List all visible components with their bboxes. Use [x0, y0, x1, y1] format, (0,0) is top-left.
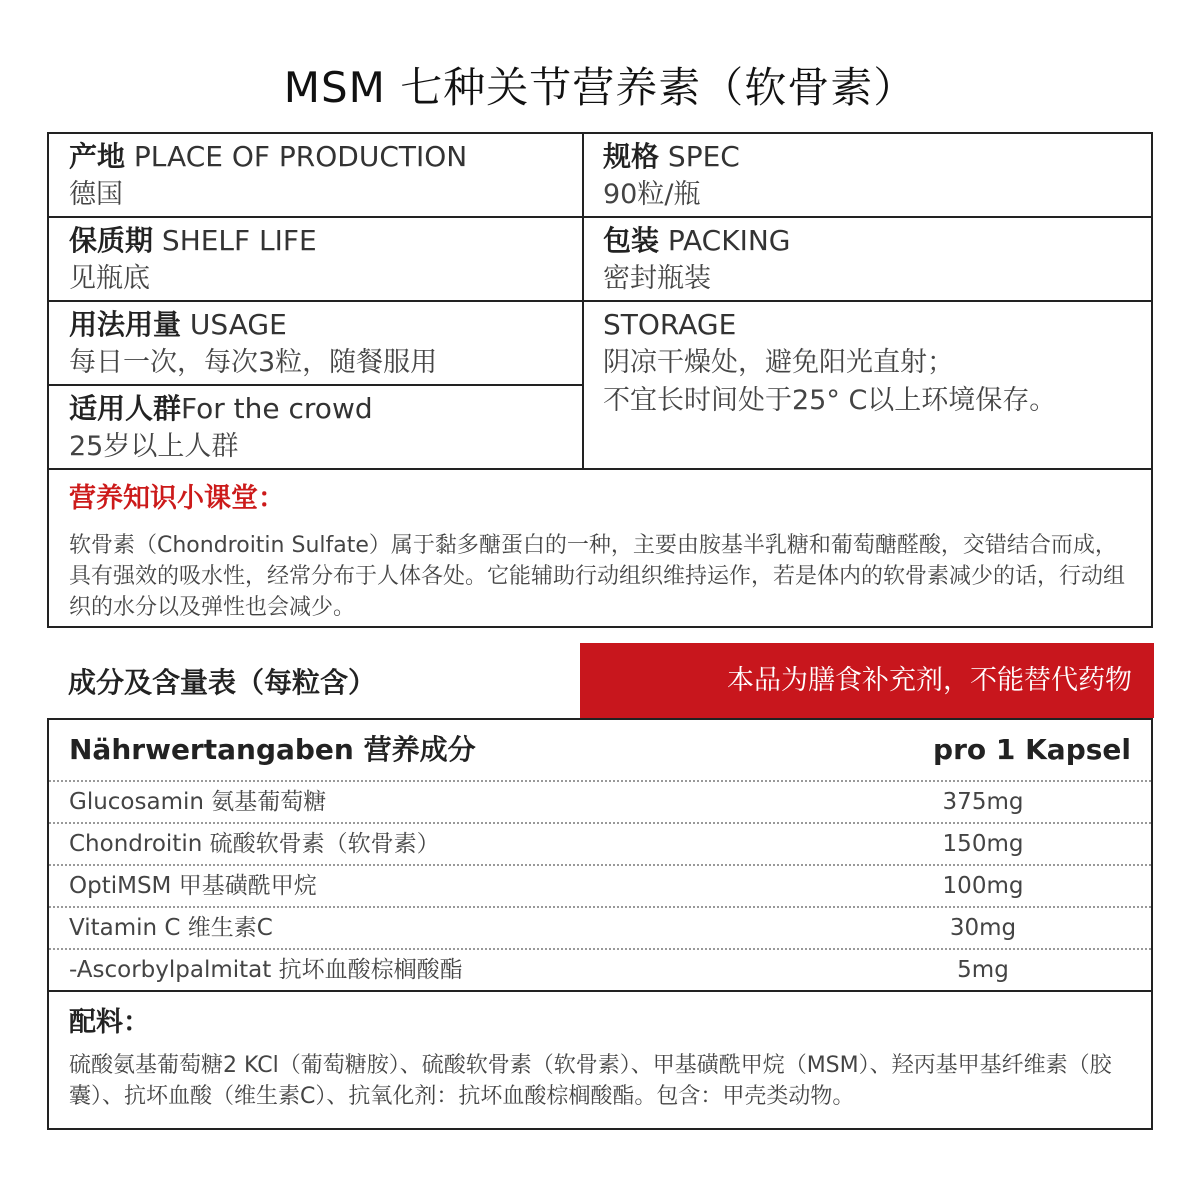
spec-label: 规格 SPEC [603, 140, 740, 173]
ingredients-label: 配料： [69, 1007, 150, 1038]
nutrient-amount: 100mg [942, 873, 1024, 899]
nutrition-notes-heading: 营养知识小课堂： [69, 483, 285, 514]
supplement-disclaimer-banner: 本品为膳食补充剂，不能替代药物 [580, 643, 1154, 718]
nutrition-notes-body: 软骨素（Chondroitin Sulfate）属于黏多醣蛋白的一种，主要由胺基半乳糖和葡萄醣醛酸，交错结合而成，具有强效的吸水性，经常分布于人体各处。它能辅助行动组织维持运作，若是体内的软骨素减少的话，行动组织的水分以及弹性也会减少。 [69, 533, 1126, 620]
column-divider [582, 134, 584, 470]
packing-value: 密封瓶装 [603, 263, 711, 294]
row-divider [49, 468, 1151, 470]
shelf-life-cell [69, 222, 317, 298]
place-label: 产地 PLACE OF PRODUCTION [69, 140, 468, 173]
crowd-label: 适用人群For the crowd [69, 392, 373, 425]
table-row [49, 824, 1151, 866]
table-row [49, 950, 1151, 992]
nutrition-header-amount: pro 1 Kapsel [933, 733, 1131, 766]
nutrient-name: -Ascorbylpalmitat 抗坏血酸棕榈酸酯 [69, 957, 463, 983]
nutrient-name: Chondroitin 硫酸软骨素（软骨素） [69, 831, 440, 857]
nutrient-name: OptiMSM 甲基磺酰甲烷 [69, 873, 317, 899]
table-row [49, 782, 1151, 824]
shelf-life-label: 保质期 SHELF LIFE [69, 224, 317, 257]
row-divider [49, 384, 583, 386]
nutrition-header-row [49, 720, 1151, 782]
crowd-value: 25岁以上人群 [69, 431, 239, 462]
storage-line-2: 不宜长时间处于25° C以上环境保存。 [603, 385, 1057, 416]
nutrition-table [47, 718, 1153, 1130]
ingredients-body: 硫酸氨基葡萄糖2 KCl（葡萄糖胺）、硫酸软骨素（软骨素）、甲基磺酰甲烷（MSM）、羟丙基甲基纤维素（胶囊）、抗坏血酸（维生素C）、抗氧化剂：抗坏血酸棕榈酸酯。包含：甲壳类动物。 [69, 1053, 1112, 1109]
nutrient-name: Glucosamin 氨基葡萄糖 [69, 789, 327, 815]
storage-label: STORAGE [603, 308, 737, 341]
table-row [49, 908, 1151, 950]
page-title: MSM 七种关节营养素（软骨素） [283, 63, 917, 112]
ingredients-table-title: 成分及含量表（每粒含） [68, 666, 377, 699]
packing-label: 包装 PACKING [603, 224, 791, 257]
usage-cell [69, 306, 437, 382]
packing-cell [603, 222, 790, 298]
nutrient-amount: 150mg [942, 831, 1024, 857]
nutrient-amount: 375mg [942, 789, 1024, 815]
nutrient-name: Vitamin C 维生素C [69, 915, 273, 941]
target-crowd-cell [69, 390, 373, 466]
nutrient-amount: 5mg [957, 957, 1009, 983]
storage-line-1: 阴凉干燥处，避免阳光直射； [603, 347, 954, 378]
spec-value: 90粒/瓶 [603, 179, 701, 210]
nutrient-amount: 30mg [949, 915, 1017, 941]
spec-cell [603, 138, 740, 214]
usage-label: 用法用量 USAGE [69, 308, 287, 341]
nutrition-header-name: Nährwertangaben 营养成分 [69, 733, 476, 766]
storage-cell [603, 306, 1056, 420]
product-info-table [47, 132, 1153, 628]
row-divider [49, 300, 1151, 302]
place-of-production-cell [69, 138, 467, 214]
shelf-life-value: 见瓶底 [69, 263, 150, 294]
row-divider [49, 216, 1151, 218]
table-row [49, 866, 1151, 908]
usage-value: 每日一次，每次3粒，随餐服用 [69, 347, 438, 378]
place-value: 德国 [69, 179, 123, 210]
